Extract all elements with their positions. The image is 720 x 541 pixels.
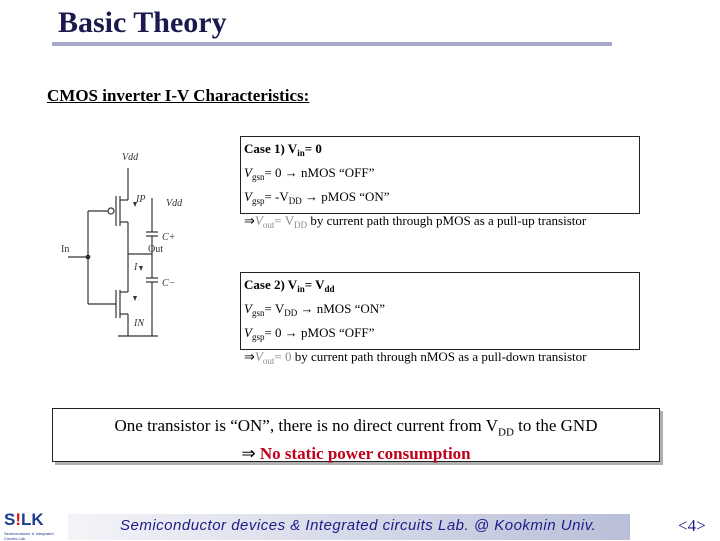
footer-lab-text: Semiconductor devices & Integrated circuits Lab. @ Kookmin Univ. — [120, 517, 597, 534]
label-vdd: Vdd — [122, 152, 139, 163]
label-cminus: C− — [162, 278, 176, 289]
case2-line2: $V_{gsp}= 0$ → pMOS “OFF” — [244, 325, 375, 342]
case1-box — [240, 136, 640, 230]
case2-line3: $\Rightarrow V_{out}= 0$ by current path through nMOS as a pull-down transistor — [244, 349, 587, 366]
case1-line3: $\Rightarrow V_{out}= V_{DD}$ by current path through pMOS as a pull-up transistor — [244, 213, 587, 230]
lab-logo: S!LK Semiconductor & Integrated Circuits Lab — [4, 510, 54, 541]
label-out: Out — [148, 244, 163, 255]
label-ip: IP — [136, 194, 146, 205]
summary-line2: ⇒ No static power consumption — [241, 444, 471, 464]
summary-line1: One transistor is “ON”, there is no direct current from $V_{DD}$ to the GND — [114, 416, 598, 439]
label-vdd2: Vdd — [166, 198, 183, 209]
slide-title: Basic Theory — [58, 6, 227, 39]
case2-box — [240, 272, 640, 366]
summary-box — [52, 408, 660, 462]
case1-line1: $V_{gsn}= 0$ → nMOS “OFF” — [244, 165, 375, 182]
label-cplus: C+ — [162, 232, 176, 243]
cmos-inverter-diagram — [58, 140, 238, 350]
label-i: I — [134, 262, 138, 273]
case1-line2: $V_{gsp}= -V_{DD}$ → pMOS “ON” — [244, 189, 390, 206]
label-in: In — [61, 244, 70, 255]
slide-subtitle: CMOS inverter I-V Characteristics: — [47, 86, 310, 105]
case1-title: Case 1) $V_{in}= 0$ — [244, 141, 322, 158]
title-underline — [52, 42, 612, 46]
label-in-current: IN — [134, 318, 144, 329]
case2-title: Case 2) $V_{in}= V_{dd}$ — [244, 277, 335, 294]
page-number: <4> — [678, 516, 706, 535]
case2-line1: $V_{gsn}= V_{DD}$ → nMOS “ON” — [244, 301, 385, 318]
